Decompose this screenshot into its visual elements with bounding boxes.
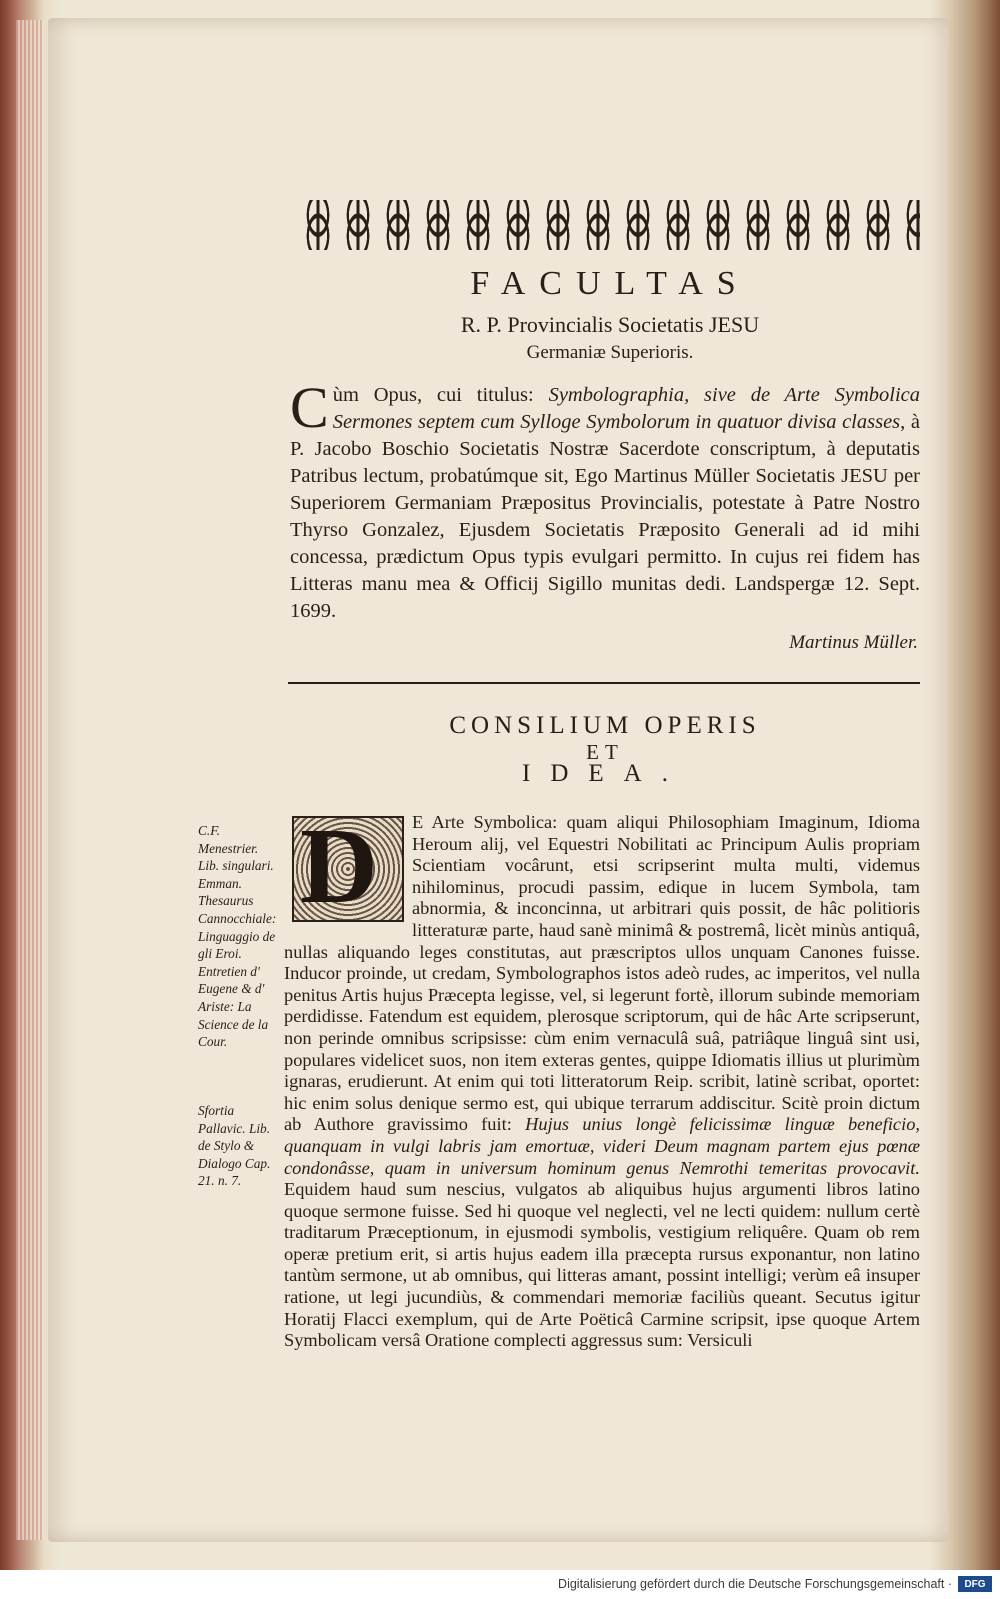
dfg-logo: DFG bbox=[958, 1576, 992, 1592]
margin-note-1: C.F. Menestrier. Lib. singulari. Emman. Thesaurus Cannocchiale: Linguaggio de gli Eroi. Entretien d' Eugene & d' Ariste: La Science de la Cour. bbox=[198, 823, 277, 1050]
page-edges bbox=[16, 20, 44, 1540]
ornamental-border bbox=[300, 200, 920, 252]
section-divider bbox=[288, 682, 920, 684]
consilium-idea: IDEA. bbox=[522, 760, 688, 787]
consilium-body: E Arte Symbolica: quam aliqui Philosophiam Imaginum, Idioma Heroum alij, vel Equestri Nobilitati ac Principum Aulis propriam Scientiam vocârunt, etsi scripserint multa multi, videmus nihilominus, procudi passim, edique in lucem Symbola, tam abnormia, & inconcinna, ut arbitrari quis possit, de hâc politioris litteraturæ parte, haud sanè minimâ & postremâ, licèt minùs antiquâ, nullas aliquando leges constitutas, aut præscriptos ullos unquam Canones fuisse. Inducor proinde, ut credam, Symbolographos istos adeò rudes, ac imperitos, vel nulla penitus Artis hujus Præcepta legisse, vel, si legerunt fortè, illorum subinde memoriam perdidisse. Fatendum est equidem, plerosque scriptorum, qui de hâc Arte scripserunt, non perinde omnibus scripsisse: cùm enim vernaculâ suâ, patriâque linguâ sint usi, populares videlicet suos, non item exteras gentes, quippe Idiomatis illius ut plurimùm ignaras, erudierunt. At enim qui toti litteratorum Reip. scribit, latinè scribat, oportet: hic enim solus denique sermo est, qui ubique terrarum addiscitur. Scitè proin dictum ab Authore gravissimo fuit: Hujus unius longè felicissimæ linguæ beneficio, quanquam in vulgi labris jam emortuæ, videri Deum magnam partem ejus pœnæ condonâsse, quam in universum hominum genus Nemrothi temeritas provocavit. Equidem haud sum nescius, vulgatos ab aliquibus hujus argumenti libros latino quoque sermone fuisse. Sed hi quoque vel neglecti, vel ne lecti quidem: nullum certè traditarum Præceptionum, in ejusmodi symbolis, vestigium reliquêre. Quam ob rem operæ pretium erit, si artis hujus eadem illa præcepta rursus exponantur, non latino tantùm sermone, ut ab omnibus, qui litteras amant, possint intelligi; verùm eâ insuper ratione, ut legi jucundiùs, & commendari memoriæ faciliùs queant. Secutus igitur Horatij Flacci exemplum, qui de Arte Poëticâ Carmine scripsit, ipse quoque Artem Symbolicam versâ Oratione complecti aggressus sum: Versiculi bbox=[284, 812, 920, 1351]
footer-credit: Digitalisierung gefördert durch die Deutsche Forschungsgemeinschaft · bbox=[558, 1577, 952, 1591]
facultas-text: Cùm Opus, cui titulus: Symbolographia, sive de Arte Symbolica Sermones septem cum Sylloge Symbolorum in quatuor divisa classes, à P. Jacobo Boschio Societatis Nostræ Sacerdote conscriptum, à deputatis Patribus lectum, probatúmque sit, Ego Martinus Müller Societatis JESU per Superiorem Germaniam Præpositus Provincialis, potestate à Patre Nostro Thyrso Gonzalez, Ejusdem Societatis Præposito Generali ad id mihi concessa, prædictum Opus typis evulgari permitto. In cujus rei fidem has Litteras manu mea & Officij Sigillo munitas dedi. Landspergæ 12. Sept. 1699. bbox=[290, 375, 921, 622]
consilium-title: CONSILIUM OPERIS bbox=[449, 712, 761, 739]
facultas-subtitle-1: R. P. Provincialis Societatis JESU bbox=[460, 312, 760, 337]
decorated-dropcap: D bbox=[292, 816, 404, 922]
signature: Martinus Müller. bbox=[789, 632, 918, 653]
consilium-et: ET bbox=[586, 740, 624, 764]
footer-bar bbox=[0, 1570, 1000, 1599]
facultas-title: FACULTAS bbox=[470, 265, 750, 302]
facultas-subtitle-2: Germaniæ Superioris. bbox=[526, 342, 694, 363]
facultas-initial: C bbox=[290, 375, 329, 440]
margin-note-2: Sfortia Pallavic. Lib. de Stylo & Dialogo Cap. 21. n. 7. bbox=[198, 1103, 271, 1189]
